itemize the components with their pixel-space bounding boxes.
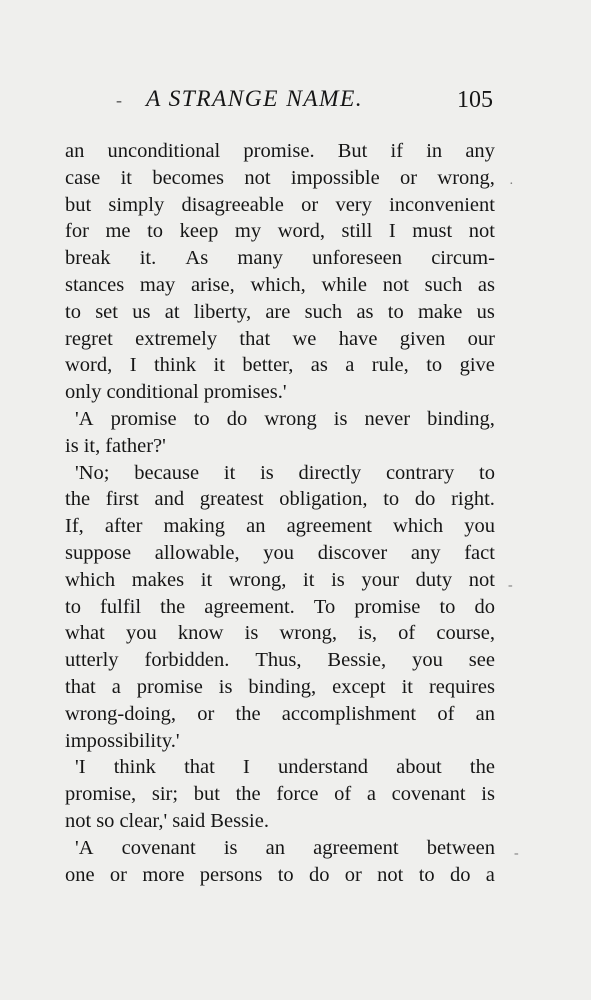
- chapter-title: A STRANGE NAME.: [146, 86, 364, 112]
- word: it.: [139, 247, 157, 270]
- word: think: [113, 756, 156, 779]
- word: accomplishment: [281, 702, 417, 725]
- word: to: [65, 595, 81, 618]
- word: given: [399, 327, 446, 350]
- word: wrong,: [279, 622, 337, 645]
- word: suppose: [65, 541, 132, 564]
- word: that: [65, 675, 96, 698]
- word: keep: [179, 220, 219, 243]
- text-line: [65, 138, 495, 165]
- word: force: [276, 783, 319, 806]
- word: while: [321, 273, 367, 296]
- word: promise: [354, 595, 421, 618]
- word: 'A: [75, 836, 94, 859]
- word: have: [338, 327, 378, 350]
- word: still: [341, 220, 373, 243]
- word: of: [398, 622, 416, 645]
- word: or: [197, 702, 215, 725]
- margin-speck: ·: [509, 177, 514, 192]
- word: of: [334, 783, 352, 806]
- word: a: [485, 863, 495, 886]
- word: To: [313, 595, 336, 618]
- word: such: [424, 273, 463, 296]
- word: which,: [250, 273, 306, 296]
- word: me: [105, 220, 131, 243]
- word: do: [449, 863, 471, 886]
- word: covenant: [121, 836, 196, 859]
- word: any: [410, 541, 441, 564]
- word: first: [105, 488, 139, 511]
- word: so: [96, 809, 115, 832]
- word: to: [479, 461, 495, 484]
- word: not: [468, 220, 495, 243]
- word: a: [366, 783, 376, 806]
- word: my: [234, 220, 262, 243]
- word: impossible: [290, 166, 380, 189]
- word: you: [263, 541, 295, 564]
- word: for: [65, 220, 89, 243]
- word: or: [109, 863, 127, 886]
- word: wrong,: [437, 166, 495, 189]
- word: are: [265, 300, 291, 323]
- word: to: [418, 863, 435, 886]
- word: case: [65, 166, 101, 189]
- word: is: [331, 568, 345, 591]
- word: utterly: [65, 649, 119, 672]
- word: directly: [298, 461, 362, 484]
- text-line: [65, 754, 495, 781]
- word: conditional: [106, 381, 199, 404]
- word: may: [139, 273, 176, 296]
- word: know: [177, 622, 224, 645]
- word: wrong: [264, 407, 317, 430]
- word: extremely: [135, 327, 218, 350]
- word: stances: [65, 273, 125, 296]
- word: as: [310, 354, 328, 377]
- text-line: [65, 540, 495, 567]
- word: is: [260, 461, 274, 484]
- word: making: [163, 515, 226, 538]
- word: us: [476, 300, 495, 323]
- word: As: [185, 247, 209, 270]
- word: clear,': [119, 809, 168, 832]
- word: many: [237, 247, 283, 270]
- word: fulfil: [100, 595, 142, 618]
- word: binding,: [427, 407, 495, 430]
- text-line: [65, 299, 495, 326]
- word: word,: [277, 220, 325, 243]
- text-line: [65, 352, 495, 379]
- text-line: [65, 406, 495, 433]
- word: allowable,: [154, 541, 240, 564]
- word: not: [468, 568, 495, 591]
- word: do: [226, 407, 248, 430]
- word: wrong,: [228, 568, 287, 591]
- word: more: [142, 863, 185, 886]
- word: and: [154, 488, 185, 511]
- word: father?': [105, 434, 166, 457]
- word: to: [277, 863, 294, 886]
- text-line: [65, 862, 495, 889]
- word: only: [65, 381, 102, 404]
- word: but: [65, 193, 92, 216]
- word: any: [465, 140, 495, 162]
- word: agreement: [313, 836, 399, 859]
- word: it: [223, 461, 236, 484]
- word: I: [129, 354, 137, 377]
- word: promises.': [203, 381, 287, 404]
- word: the: [160, 595, 186, 618]
- word: or: [400, 166, 418, 189]
- word: simply: [108, 193, 165, 216]
- text-line: [65, 165, 495, 192]
- word: at: [164, 300, 180, 323]
- text-line: [65, 835, 495, 862]
- word: after: [104, 515, 143, 538]
- word: requires: [428, 675, 495, 698]
- word: it: [200, 568, 213, 591]
- word: word,: [65, 354, 113, 377]
- word: course,: [436, 622, 495, 645]
- word: such: [304, 300, 343, 323]
- word: about: [396, 756, 442, 779]
- word: of: [437, 702, 455, 725]
- text-line: [65, 218, 495, 245]
- word: a: [111, 675, 121, 698]
- word: 'No;: [75, 461, 110, 484]
- word: or: [301, 193, 319, 216]
- word: becomes: [152, 166, 225, 189]
- word: Thus,: [255, 649, 302, 672]
- word: 'I: [75, 756, 86, 779]
- word: if: [390, 140, 404, 162]
- word: but: [193, 783, 220, 806]
- word: it,: [83, 434, 101, 457]
- word: or: [344, 863, 362, 886]
- word: Bessie.: [210, 809, 269, 832]
- word: wrong-doing,: [65, 702, 177, 725]
- word: said: [172, 809, 206, 832]
- word: agreement.: [204, 595, 295, 618]
- word: that: [184, 756, 215, 779]
- word: to: [147, 220, 164, 243]
- word: promise: [110, 407, 177, 430]
- word: break: [65, 247, 111, 270]
- word: unconditional: [107, 140, 221, 162]
- text-line: [65, 808, 495, 835]
- word: understand: [278, 756, 368, 779]
- head-dash-mark: ‐: [116, 90, 122, 110]
- word: promise: [136, 675, 203, 698]
- word: right.: [451, 488, 495, 511]
- word: inconvenient: [389, 193, 495, 216]
- text-line: [65, 701, 495, 728]
- word: which: [65, 568, 116, 591]
- word: as: [477, 273, 495, 296]
- word: never: [364, 407, 411, 430]
- word: circum-: [431, 247, 495, 270]
- text-line: [65, 781, 495, 808]
- text-line: [65, 594, 495, 621]
- word: disagreeable: [181, 193, 284, 216]
- word: promise,: [65, 783, 137, 806]
- word: If,: [65, 515, 84, 538]
- word: us: [132, 300, 151, 323]
- word: unforeseen: [312, 247, 403, 270]
- margin-speck: ‐: [508, 578, 513, 593]
- word: do: [474, 595, 495, 618]
- word: think: [153, 354, 197, 377]
- word: it: [120, 166, 132, 189]
- word: is: [65, 434, 79, 457]
- word: set: [95, 300, 118, 323]
- word: you: [464, 515, 495, 538]
- word: we: [292, 327, 317, 350]
- text-line: [65, 192, 495, 219]
- word: But: [337, 140, 368, 162]
- word: do: [308, 863, 330, 886]
- text-line: [65, 647, 495, 674]
- word: because: [134, 461, 200, 484]
- word: is: [481, 783, 495, 806]
- word: agreement: [286, 515, 372, 538]
- word: obligation,: [279, 488, 368, 511]
- word: it: [401, 675, 413, 698]
- word: impossibility.': [65, 729, 180, 752]
- word: which: [393, 515, 444, 538]
- word: it: [303, 568, 315, 591]
- word: give: [459, 354, 495, 377]
- word: fact: [464, 541, 495, 564]
- word: make: [417, 300, 463, 323]
- word: makes: [131, 568, 185, 591]
- word: is: [244, 622, 259, 645]
- text-line: [65, 433, 495, 460]
- word: you: [126, 622, 157, 645]
- word: an: [265, 836, 286, 859]
- text-line: [65, 379, 495, 406]
- word: 'A: [75, 407, 94, 430]
- margin-speck: ‐: [514, 846, 519, 861]
- word: to: [193, 407, 210, 430]
- word: the: [469, 756, 495, 779]
- word: the: [235, 783, 261, 806]
- word: very: [335, 193, 372, 216]
- word: I: [243, 756, 250, 779]
- word: you: [412, 649, 443, 672]
- word: better,: [242, 354, 294, 377]
- word: the: [235, 702, 261, 725]
- word: discover: [317, 541, 388, 564]
- word: to: [387, 300, 404, 323]
- word: an: [246, 515, 266, 538]
- word: between: [426, 836, 495, 859]
- word: binding,: [248, 675, 317, 698]
- text-line: [65, 272, 495, 299]
- text-line: [65, 326, 495, 353]
- word: what: [65, 622, 105, 645]
- word: to: [439, 595, 456, 618]
- word: the: [65, 488, 91, 511]
- word: your: [361, 568, 400, 591]
- text-line: [65, 567, 495, 594]
- running-head: [116, 86, 493, 118]
- word: not: [65, 809, 92, 832]
- word: must: [412, 220, 453, 243]
- text-line: [65, 728, 495, 755]
- word: regret: [65, 327, 113, 350]
- text-line: [65, 460, 495, 487]
- word: arise,: [190, 273, 235, 296]
- word: it: [213, 354, 225, 377]
- word: an: [475, 702, 495, 725]
- word: not: [382, 273, 409, 296]
- word: rule,: [371, 354, 409, 377]
- word: liberty,: [193, 300, 252, 323]
- word: not: [244, 166, 271, 189]
- word: an: [65, 140, 85, 162]
- word: greatest: [199, 488, 264, 511]
- text-line: [65, 620, 495, 647]
- word: in: [426, 140, 443, 162]
- word: contrary: [385, 461, 455, 484]
- text-line: [65, 674, 495, 701]
- word: to: [383, 488, 400, 511]
- word: sir;: [151, 783, 179, 806]
- word: persons: [199, 863, 263, 886]
- word: that: [239, 327, 271, 350]
- page-number: 105: [457, 87, 493, 113]
- word: see: [468, 649, 495, 672]
- word: forbidden.: [144, 649, 230, 672]
- word: one: [65, 863, 95, 886]
- word: is,: [358, 622, 377, 645]
- word: as: [356, 300, 374, 323]
- word: to: [65, 300, 81, 323]
- word: our: [467, 327, 495, 350]
- word: is: [218, 675, 233, 698]
- word: covenant: [391, 783, 466, 806]
- word: except: [332, 675, 386, 698]
- text-line: [65, 486, 495, 513]
- word: duty: [415, 568, 453, 591]
- word: a: [345, 354, 355, 377]
- word: I: [388, 220, 396, 243]
- word: is: [333, 407, 348, 430]
- text-line: [65, 513, 495, 540]
- word: do: [414, 488, 436, 511]
- word: promise.: [243, 140, 315, 162]
- body-text: [65, 138, 495, 888]
- word: Bessie,: [327, 649, 387, 672]
- text-line: [65, 245, 495, 272]
- word: to: [426, 354, 443, 377]
- word: not: [377, 863, 404, 886]
- word: is: [223, 836, 238, 859]
